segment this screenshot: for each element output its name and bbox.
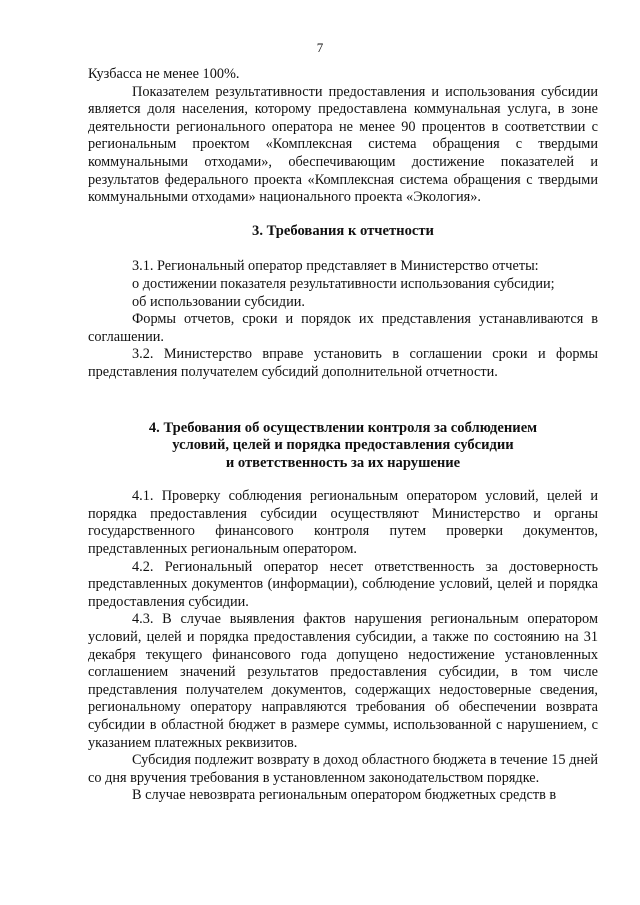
- section-4-heading-line-2: условий, целей и порядка предоставления субсидии: [172, 437, 514, 454]
- section-4-heading-line-1: 4. Требования об осуществлении контроля за соблюдением: [148, 419, 538, 436]
- section-4-heading-line-3: и ответственность за их нарушение: [225, 454, 461, 471]
- section-4-heading: [88, 420, 598, 473]
- paragraph-4-1: 4.1. Проверку соблюдения региональным оператором условий, целей и порядка предоставления субсидии осуществляют Министерство и органы государственного финансового контроля путем проверки документов, представленных региональным оператором.: [88, 488, 598, 558]
- paragraph-3-1-item-2: об использовании субсидии.: [132, 293, 305, 310]
- paragraph-3-2: 3.2. Министерство вправе установить в соглашении сроки и формы представления получателем субсидий дополнительной отчетности.: [88, 346, 598, 380]
- paragraph-nonrefund: В случае невозврата региональным оператором бюджетных средств в: [132, 787, 557, 804]
- paragraph-indicator: Показателем результативности предоставления и использования субсидии является доля населения, которому предоставлена коммунальная услуга, в зоне деятельности регионального оператора не менее 90 процентов в соответствии с региональным проектом «Комплексная система обращения с твердыми коммунальными отходами», обеспечивающим достижение показателей и результатов федерального проекта «Комплексная система обращения с твердыми коммунальными отходами» национального проекта «Экология».: [88, 83, 598, 206]
- section-3-heading: 3. Требования к отчетности: [252, 222, 434, 239]
- paragraph-refund: Субсидия подлежит возврату в доход областного бюджета в течение 15 дней со дня вручения требования в установленном законодательством порядке.: [88, 752, 598, 786]
- paragraph-3-1-item-1: о достижении показателя результативности использования субсидии;: [132, 275, 555, 292]
- page-number: 7: [316, 40, 324, 55]
- paragraph-4-3: 4.3. В случае выявления фактов нарушения региональным оператором условий, целей и порядка предоставления субсидии, а также по состоянию на 31 декабря текущего финансового года допущено недостижение установленных соглашением значений результатов предоставления субсидии, в том числе представления получателем документов, содержащих недостоверные сведения, региональному оператору направляются требования об обеспечении возврата субсидии в областной бюджет в размере суммы, использованной с нарушением, с указанием платежных реквизитов.: [88, 611, 598, 751]
- paragraph-4-2: 4.2. Региональный оператор несет ответственность за достоверность представленных документов (информации), соблюдение условий, целей и порядка предоставления субсидии.: [88, 558, 598, 610]
- continuation-line: Кузбасса не менее 100%.: [88, 66, 240, 82]
- document-body: [88, 66, 598, 805]
- paragraph-3-1: 3.1. Региональный оператор представляет в Министерство отчеты:: [132, 258, 539, 275]
- paragraph-3-1-forms: Формы отчетов, сроки и порядок их представления устанавливаются в соглашении.: [88, 311, 598, 345]
